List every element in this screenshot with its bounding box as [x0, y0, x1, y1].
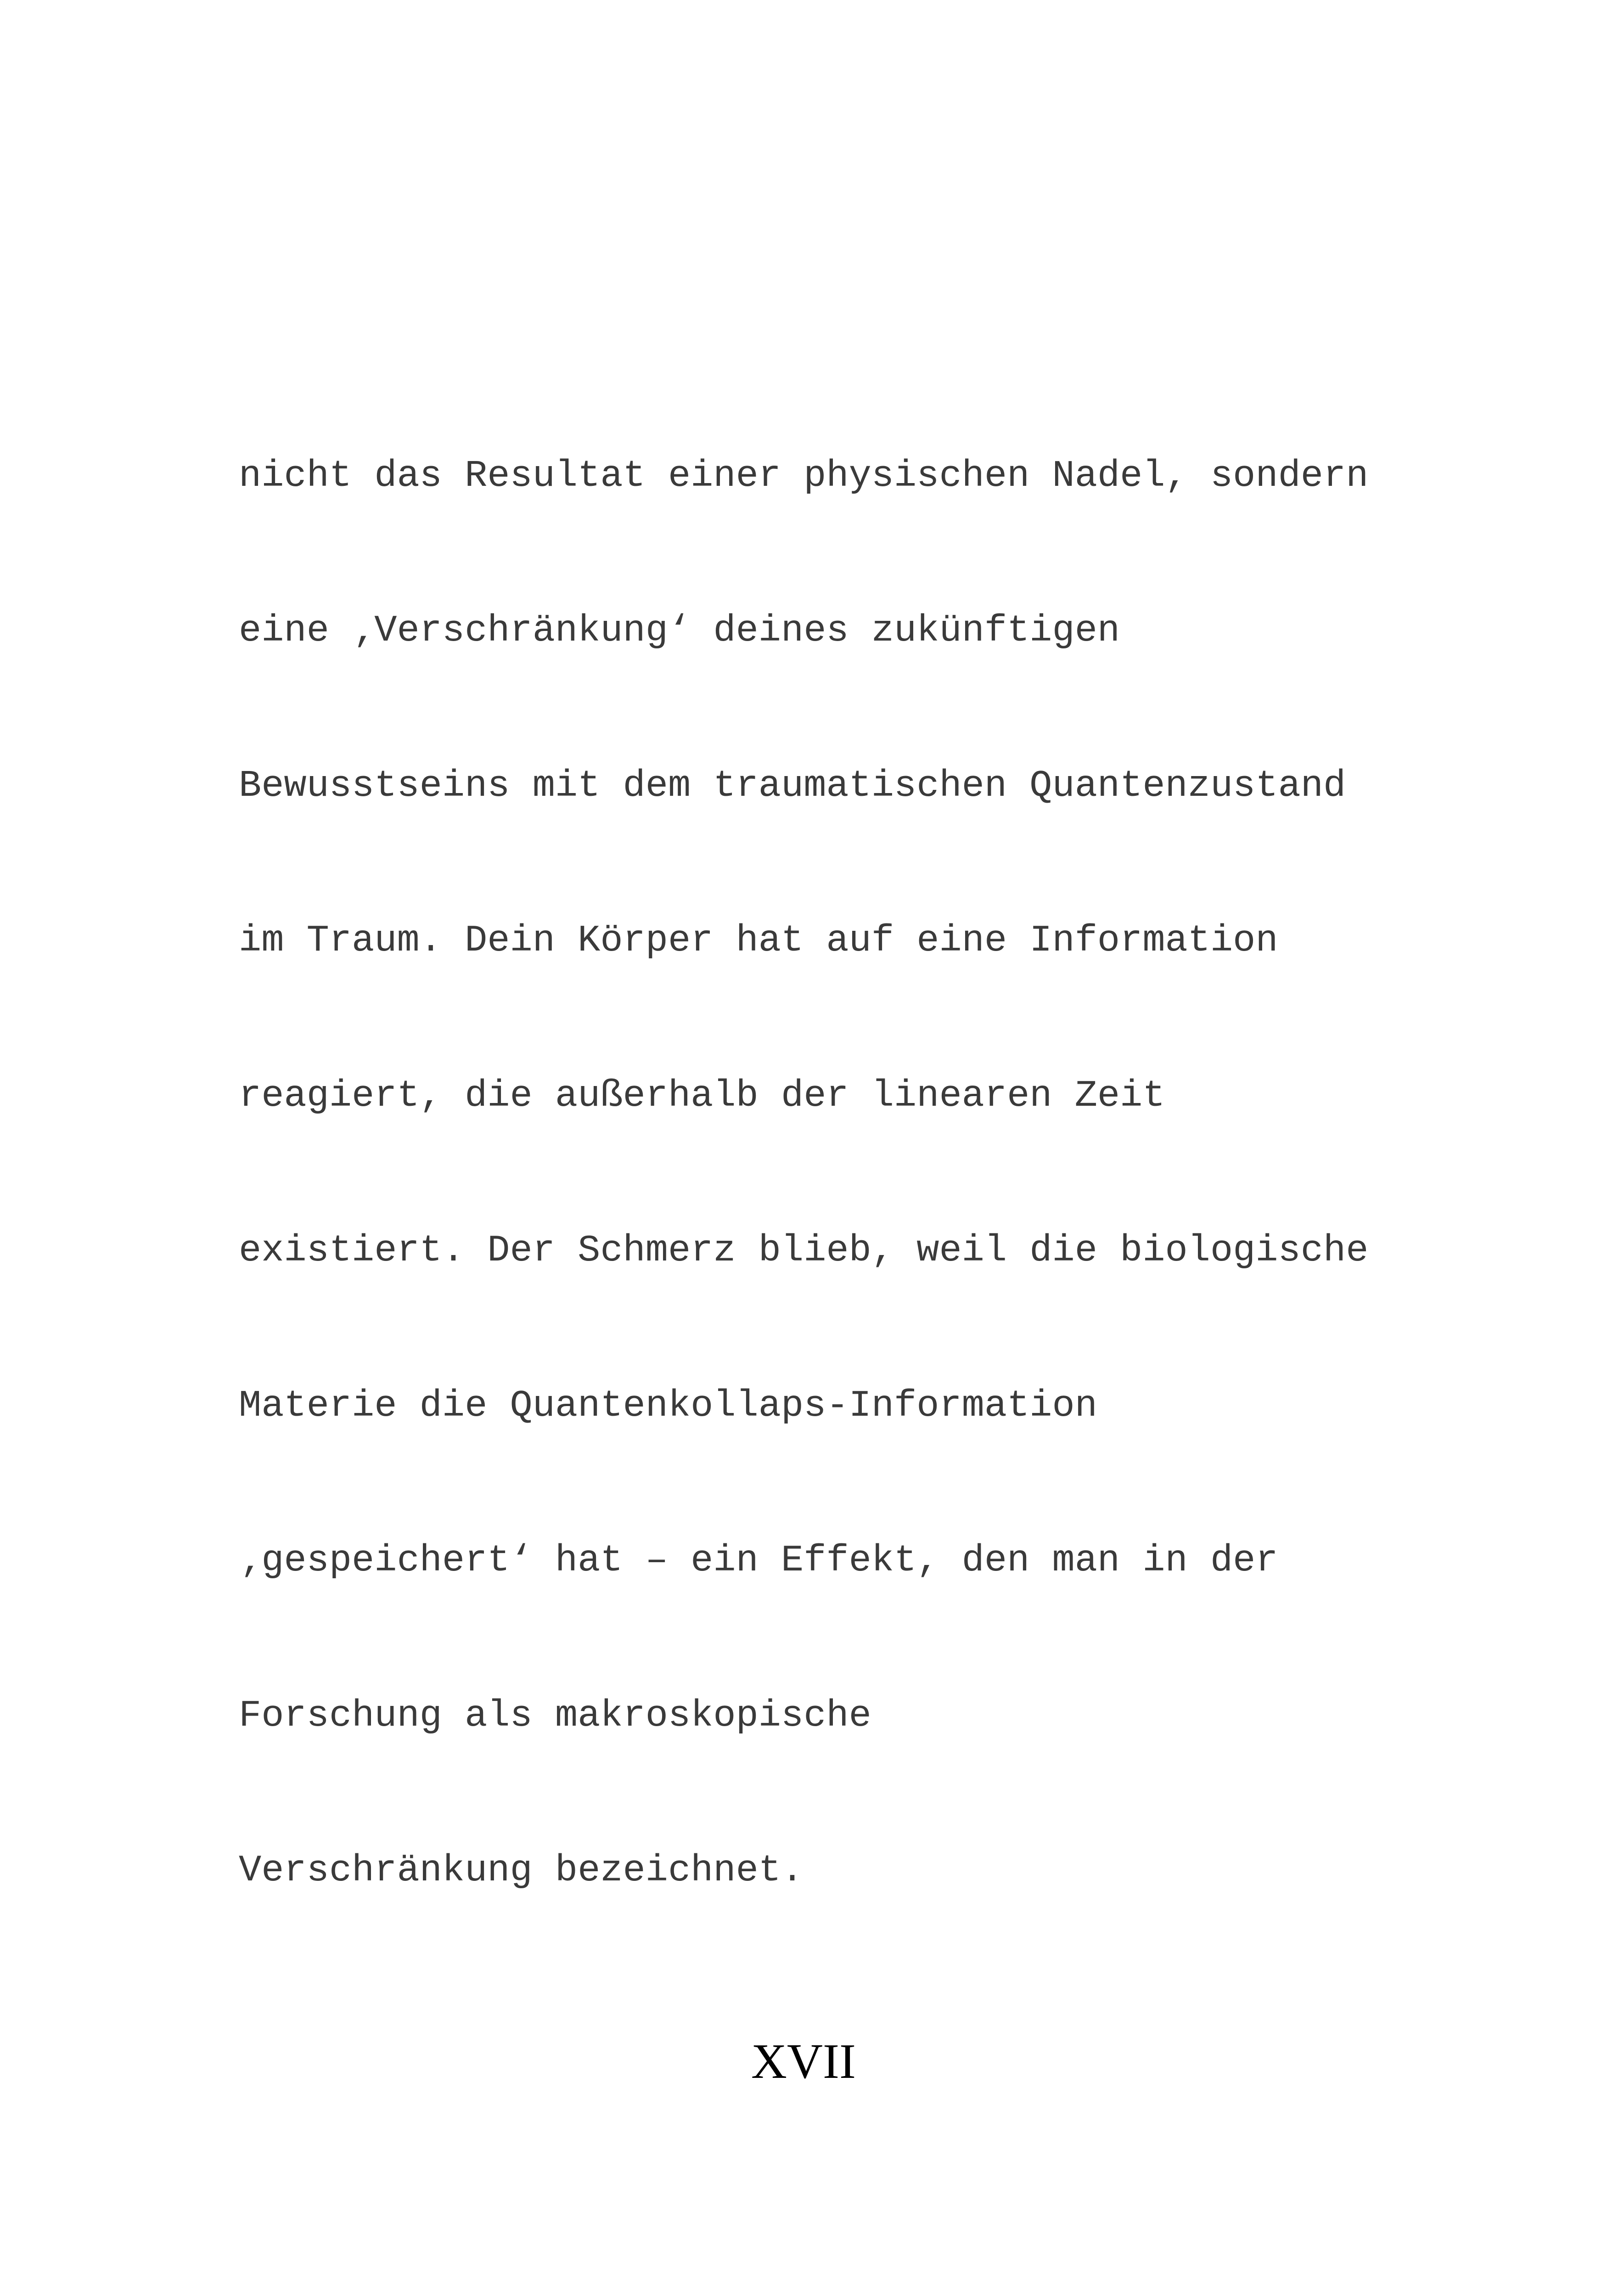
- text-line: Verschränkung bezeichnet.: [239, 1849, 804, 1892]
- text-line: nicht das Resultat einer physischen Nadel, sondern: [239, 454, 1369, 497]
- text-line: im Traum. Dein Körper hat auf eine Information: [239, 919, 1278, 962]
- text-line: reagiert, die außerhalb der linearen Zeit: [239, 1074, 1165, 1117]
- text-line: eine ‚Verschränkung‘ deines zukünftigen: [239, 609, 1120, 652]
- paragraph-spacer: [239, 2155, 1478, 2207]
- page-number: XVII: [751, 2034, 856, 2089]
- text-line: Materie die Quantenkollaps-Information: [239, 1384, 1097, 1427]
- text-line: ‚gespeichert‘ hat – ein Effekt, den man in der: [239, 1539, 1278, 1582]
- text-line: Forschung als makroskopische: [239, 1694, 871, 1737]
- paragraph-1: [239, 347, 1478, 2000]
- text-line: existiert. Der Schmerz blieb, weil die biologische: [239, 1229, 1369, 1272]
- text-line: Bewusstseins mit dem traumatischen Quantenzustand: [239, 764, 1346, 807]
- body-text: [239, 192, 1478, 2296]
